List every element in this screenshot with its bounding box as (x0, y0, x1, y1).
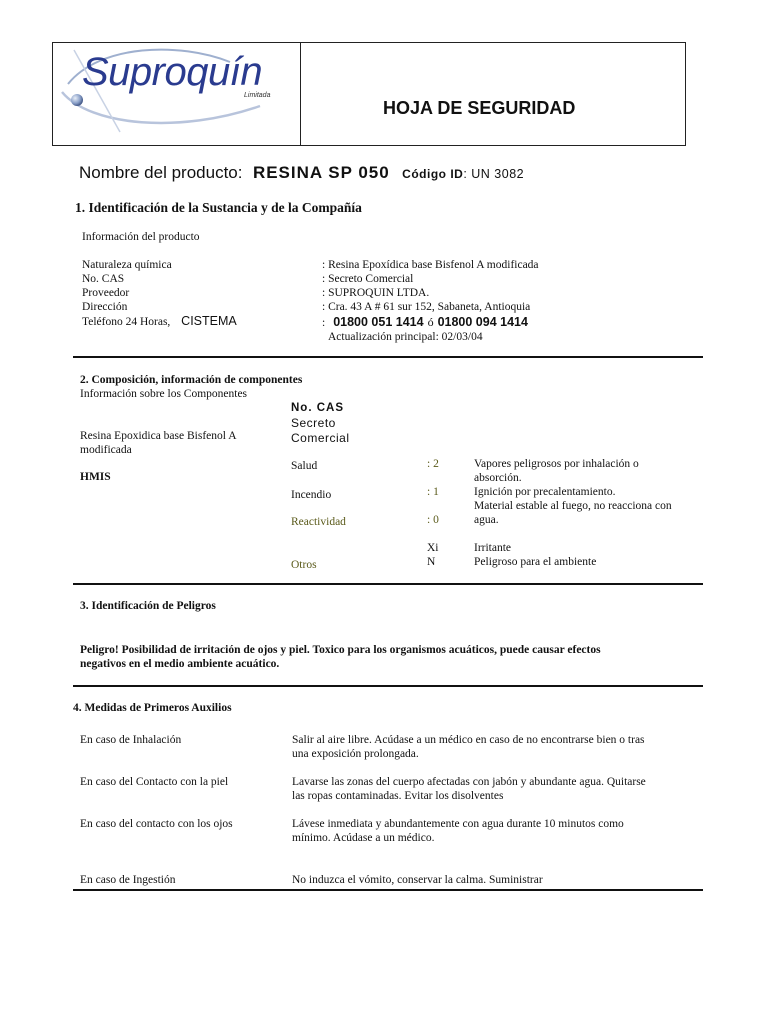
others-desc: Peligroso para el ambiente (474, 556, 597, 568)
cas-header: No. CAS (291, 402, 344, 414)
info-label: Proveedor (82, 287, 130, 299)
hmis-name: Incendio (291, 489, 332, 501)
section-divider (73, 356, 703, 358)
others-desc: Irritante (474, 542, 512, 554)
hmis-value: : 2 (427, 458, 439, 470)
hmis-desc (474, 457, 639, 485)
phone-colon: : (322, 317, 326, 329)
logo-text: Suproquín (82, 50, 263, 94)
info-label: Dirección (82, 301, 128, 313)
phone-separator: ó (427, 315, 434, 329)
product-info-heading: Información del producto (82, 231, 200, 243)
logo-subtitle: Limitada (244, 92, 271, 99)
component-line: Resina Epoxidica base Bisfenol A (80, 430, 237, 442)
header-divider (300, 42, 301, 146)
hmis-value: : 0 (427, 514, 439, 526)
product-code-value: : UN 3082 (463, 167, 525, 181)
phone-number-2: 01800 094 1414 (437, 315, 528, 329)
first-aid-case: En caso del Contacto con la piel (80, 776, 229, 788)
component-name (80, 429, 237, 457)
phone-number-1: 01800 051 1414 (333, 315, 424, 329)
first-aid-instruction (292, 775, 646, 803)
hazard-statement (80, 643, 601, 671)
info-value: : Cra. 43 A # 61 sur 152, Sabaneta, Antioquia (322, 301, 531, 313)
hmis-desc-line: agua. (474, 514, 499, 526)
hmis-desc (474, 499, 672, 527)
hmis-desc-line: absorción. (474, 472, 522, 484)
section-1-title: 1. Identificación de la Sustancia y de la Compañía (75, 200, 362, 215)
info-value: : Secreto Comercial (322, 273, 414, 285)
hmis-value: : 1 (427, 486, 439, 498)
instruction-line: Lavarse las zonas del cuerpo afectadas con jabón y abundante agua. Quitarse (292, 776, 646, 788)
document-title: HOJA DE SEGURIDAD (383, 98, 576, 118)
section-divider (73, 685, 703, 687)
hmis-label: HMIS (80, 471, 111, 483)
instruction-line: las ropas contaminadas. Evitar los disolventes (292, 790, 504, 802)
info-value: : SUPROQUIN LTDA. (322, 287, 430, 299)
others-code: Xi (427, 542, 439, 554)
instruction-line: mínimo. Acúdase a un médico. (292, 832, 435, 844)
info-label: Naturaleza química (82, 259, 172, 271)
instruction-line: Salir al aire libre. Acúdase a un médico en caso de no encontrarse bien o tras (292, 734, 645, 746)
section-2-subtitle: Información sobre los Componentes (80, 388, 248, 400)
phone-service: CISTEMA (181, 314, 237, 328)
info-label: No. CAS (82, 273, 125, 285)
first-aid-case: En caso de Inhalación (80, 734, 182, 746)
cas-value-line-2: Comercial (291, 431, 350, 445)
phone-label-text: Teléfono 24 Horas, (82, 316, 171, 328)
hmis-name: Reactividad (291, 516, 346, 528)
first-aid-instruction (292, 817, 624, 845)
first-aid-instruction (292, 733, 645, 761)
instruction-line: Lávese inmediata y abundantemente con agua durante 10 minutos como (292, 818, 624, 830)
product-info-values (322, 258, 539, 314)
phone-label (82, 314, 237, 329)
others-code: N (427, 556, 436, 568)
product-name-value: RESINA SP 050 (252, 163, 390, 182)
product-info-labels (82, 258, 172, 314)
hmis-desc-line: Vapores peligrosos por inhalación o (474, 458, 639, 470)
product-line (79, 163, 524, 183)
section-4-title: 4. Medidas de Primeros Auxilios (73, 702, 232, 714)
product-code-label: Código ID (402, 167, 464, 181)
update-date: Actualización principal: 02/03/04 (328, 331, 483, 343)
product-name-label: Nombre del producto: (79, 163, 243, 182)
section-2-title: 2. Composición, información de componentes (80, 374, 303, 386)
section-3-title: 3. Identificación de Peligros (80, 600, 216, 612)
info-value: : Resina Epoxídica base Bisfenol A modificada (322, 259, 539, 271)
section-divider (73, 583, 703, 585)
others-label: Otros (291, 559, 317, 571)
first-aid-case: En caso del contacto con los ojos (80, 818, 233, 830)
instruction-line: una exposición prolongada. (292, 748, 419, 760)
hazard-line: negativos en el medio ambiente acuático. (80, 658, 280, 670)
hazard-line: Peligro! Posibilidad de irritación de ojos y piel. Toxico para los organismos acuáticos, puede causar efectos (80, 644, 601, 656)
first-aid-instruction: No induzca el vómito, conservar la calma. Suministrar (292, 874, 543, 886)
hmis-name: Salud (291, 460, 318, 472)
section-divider (73, 889, 703, 891)
hmis-desc: Ignición por precalentamiento. (474, 486, 616, 498)
cas-value-line-1: Secreto (291, 416, 336, 430)
component-line: modificada (80, 444, 132, 456)
first-aid-case: En caso de Ingestión (80, 874, 176, 886)
phone-numbers (322, 313, 528, 331)
hmis-desc-line: Material estable al fuego, no reacciona con (474, 500, 672, 512)
